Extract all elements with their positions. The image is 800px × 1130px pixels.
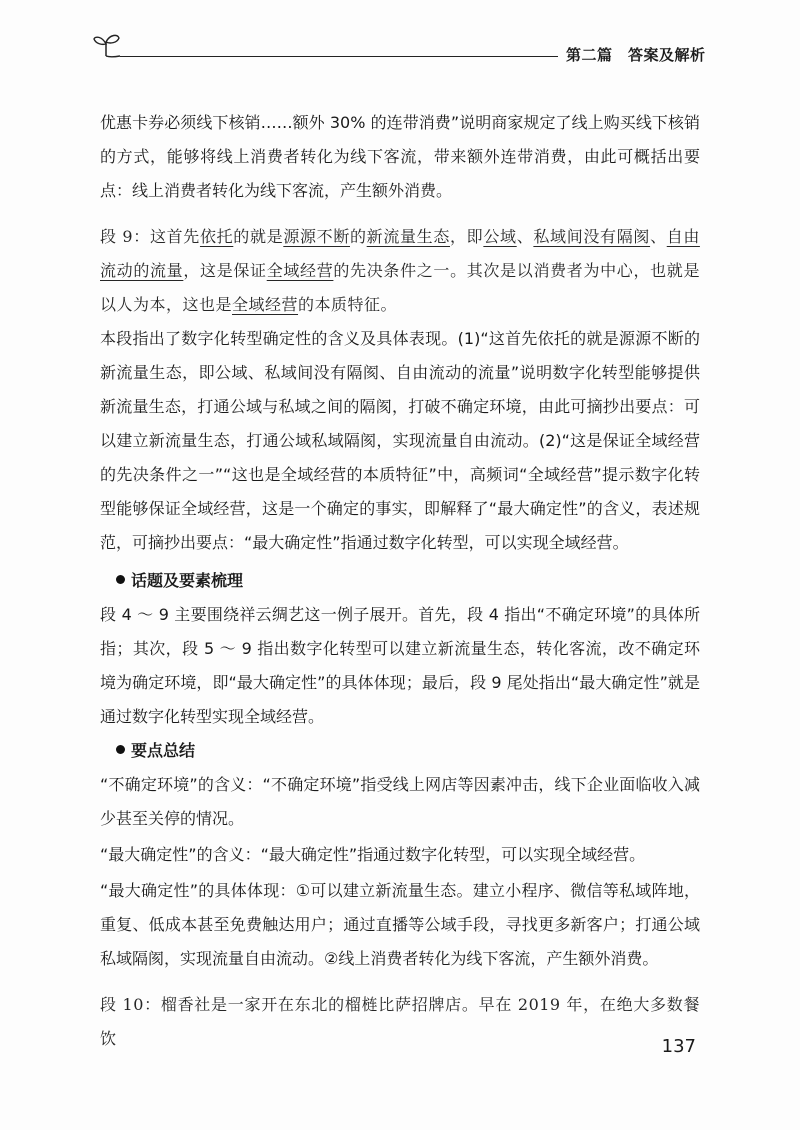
seg9-text-4: ，即	[450, 227, 484, 246]
section-title: 第二篇 答案及解析	[566, 46, 706, 64]
seg9-text-3: 的	[350, 227, 367, 246]
seg9-underline-6: 自由流动的流量	[100, 227, 700, 280]
paragraph-p5: “不确定环境”的含义：“不确定环境”指受线上网店等因素冲击，线下企业面临收入减少甚至关停的情况。	[100, 775, 700, 828]
paragraph-p8: 段 10：榴香社是一家开在东北的榴梿比萨招牌店。早在 2019 年，在绝大多数餐饮	[100, 995, 700, 1048]
seg9-text-6: 、	[650, 227, 667, 246]
paragraph-p1: 优惠卡券必须线下核销……额外 30% 的连带消费”说明商家规定了线上购买线下核销的方式，能够将线上消费者转化为线下客流，带来额外连带消费，由此可概括出要点：线上消费者转化为线下客流，产生额外消费。	[100, 113, 700, 200]
bullet-icon	[116, 745, 125, 754]
seg9-underline-8: 全域经营	[232, 295, 299, 314]
sprout-icon	[92, 30, 122, 60]
paragraph-p7: “最大确定性”的具体体现：①可以建立新流量生态。建立小程序、微信等私域阵地，重复、低成本甚至免费触达用户；通过直播等公域手段，寻找更多新客户；打通公域私域隔阂，实现流量自由流动。②线上消费者转化为线下客流，产生额外消费。	[100, 881, 700, 968]
seg9-underline-2: 源源不断	[283, 227, 350, 246]
header-rule	[120, 56, 558, 57]
bullet-label: 话题及要素梳理	[131, 571, 244, 590]
seg9-text-8: 的先决条件之一。其次是以消费者为中心，也就是以人为本，这也是	[100, 261, 700, 314]
running-header	[0, 0, 800, 80]
paragraph-p4: 段 4 ～ 9 主要围绕祥云绸艺这一例子展开。首先，段 4 指出“不确定环境”的具体所指；其次，段 5 ～ 9 指出数字化转型可以建立新流量生态，转化客流，改不确定环境为确定环境，即“最大确定性”的具体体现；最后，段 9 尾处指出“最大确定性”就是通过数字化转型实现全域经营。	[100, 605, 700, 726]
seg9-text-2: 的就是	[233, 227, 284, 246]
seg9-underline-3: 新流量生态	[366, 227, 451, 246]
paragraph-p6: “最大确定性”的含义：“最大确定性”指通过数字化转型，可以实现全域经营。	[100, 845, 646, 864]
seg9-underline-7: 全域经营	[266, 261, 334, 280]
seg9-underline-4: 公域	[483, 227, 517, 246]
bullet-key-points	[116, 734, 195, 768]
seg9-text-5: 、	[516, 227, 534, 246]
page-number: 137	[661, 1036, 696, 1057]
seg9-text-7: ，这是保证	[183, 261, 267, 280]
paragraph-p3: 本段指出了数字化转型确定性的含义及具体表现。(1)“这首先依托的就是源源不断的新流量生态，即公域、私域间没有隔阂、自由流动的流量”说明数字化转型能够提供新流量生态，打通公域与私域之间的隔阂，打破不确定环境，由此可摘抄出要点：可以建立新流量生态，打通公域私域隔阂，实现流量自由流动。(2)“这是保证全域经营的先决条件之一”“这也是全域经营的本质特征”中，高频词“全域经营”提示数字化转型能够保证全域经营，这是一个确定的事实，即解释了“最大确定性”的含义，表述规范，可摘抄出要点：“最大确定性”指通过数字化转型，可以实现全域经营。	[100, 329, 700, 552]
paragraph-seg9	[100, 220, 700, 322]
seg9-text-1: 段 9：这首先	[100, 227, 200, 246]
bullet-topic-elements	[116, 564, 243, 598]
bullet-label: 要点总结	[131, 741, 196, 760]
seg9-text-9: 的本质特征。	[298, 295, 398, 314]
seg9-underline-1: 依托	[199, 227, 234, 246]
seg9-underline-5: 私域间没有隔阂	[533, 227, 651, 246]
bullet-icon	[116, 575, 125, 584]
